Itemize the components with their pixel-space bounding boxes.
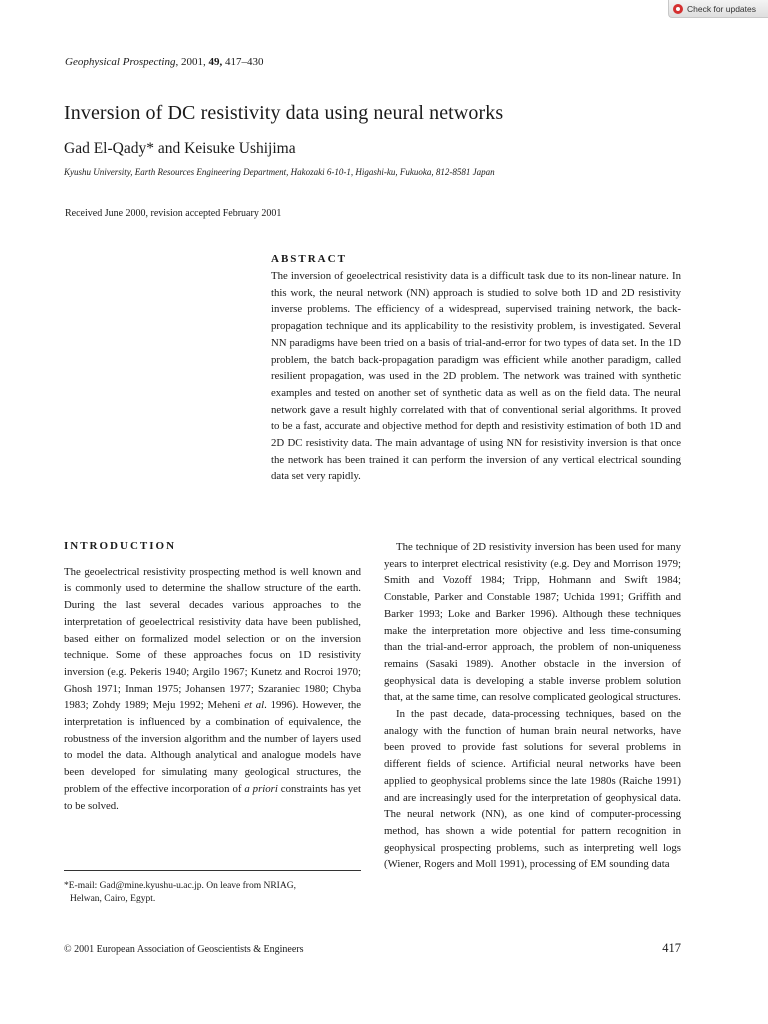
article-title: Inversion of DC resistivity data using neural networks: [64, 102, 504, 124]
authors: Gad El-Qady* and Keisuke Ushijima: [64, 140, 296, 157]
copyright: © 2001 European Association of Geoscientists & Engineers: [64, 944, 304, 955]
footnote: [64, 880, 364, 906]
page-number: 417: [662, 941, 681, 955]
intro-text-b: . 1996). However, the interpretation is influenced by a combination of equivalence, the robustness of the inversion algorithm and the number of layers used to model the data. Although analytical and analogue models have been developed for simulating many geological structures, the problem of the effective incorporation of: [64, 699, 362, 795]
journal-name: Geophysical Prospecting: [65, 56, 176, 68]
intro-etal: et al: [244, 699, 265, 712]
left-column: [64, 538, 361, 814]
abstract-heading: ABSTRACT: [271, 253, 347, 265]
abstract-section: [271, 253, 681, 485]
affiliation: Kyushu University, Earth Resources Engineering Department, Hakozaki 6-10-1, Higashi-ku, Fukuoka, 812-8581 Japan: [64, 167, 495, 177]
footnote-divider: [64, 870, 361, 871]
right-paragraph-2: In the past decade, data-processing techniques, based on the analogy with the function of human brain neural networks, have been proved to provide fast solutions for several problems in different fields of science. Artificial neural networks have been applied to geophysical problems since the late 1980s (Raiche 1991) and are increasingly used for the interpretation of geophysical data. The neural network (NN), as one kind of computer-processing method, has shown a wide potential for pattern recognition in geophysical prospecting problems, such as interpreting well logs (Wiener, Rogers and Moll 1991), processing of EM sounding data: [384, 708, 681, 871]
received-date: Received June 2000, revision accepted February 2001: [65, 208, 282, 219]
intro-text-a: The geoelectrical resistivity prospecting method is well known and is commonly used to determine the shallow structure of the earth. During the last several decades various approaches to the interpretation of geoelectrical resistivity data have been published, based either on formalized model selection or on the inversion technique. Some of these approaches focus on 1D resistivity inversion (e.g. Pekeris 1940; Argilo 1967; Kunetz and Rocroi 1970; Ghosh 1971; Inman 1975; Johansen 1977; Szaraniec 1980; Chyba 1983; Zohdy 1989; Meju 1992; Meheni: [64, 565, 361, 712]
journal-pages: 417–430: [224, 56, 264, 68]
footnote-line-1: *E-mail: Gad@mine.kyushu-u.ac.jp. On leave from NRIAG,: [64, 881, 296, 891]
check-for-updates-button[interactable]: [668, 0, 768, 18]
introduction-paragraph: [64, 564, 361, 815]
intro-text-c: constraints has yet to be solved.: [64, 782, 361, 812]
check-for-updates-label: Check for updates: [687, 3, 756, 14]
journal-volume: 49,: [208, 56, 223, 68]
intro-apriori: a priori: [244, 782, 278, 795]
right-paragraph-1: The technique of 2D resistivity inversion has been used for many years to interpret electrical resistivity (e.g. Dey and Morrison 1979; Smith and Vozoff 1984; Tripp, Hohmann and Swift 1984; Constable, Parker and Constable 1987; Uchida 1991; Griffith and Barker 1993; Loke and Barker 1996). Although these techniques make the interpretation more objective and less time-consuming than the trial-and-error approach, the problem of non-uniqueness remains (Sasaki 1989). Another obstacle in the inversion of geophysical data is developing a stable inverse problem solution that, at the same time, can resolve complicated geological structures.: [384, 541, 681, 704]
footnote-line-2: Helwan, Cairo, Egypt.: [70, 894, 156, 904]
check-for-updates-icon: [673, 4, 683, 14]
abstract-text: The inversion of geoelectrical resistivity data is a difficult task due to its non-linear nature. In this work, the neural network (NN) approach is studied to solve both 1D and 2D resistivity inverse problems. The efficiency of a widespread, supervised training network, the back-propagation technique and its applicability to the resistivity problem, is investigated. Several NN paradigms have been tried on a basis of trial-and-error for two types of data set. In the 1D problem, the batch back-propagation paradigm was efficient while another paradigm, called resilient propagation, was used in the 2D problem. The network was trained with synthetic examples and tested on another set of synthetic data as well as on the field data. The neural network gave a result highly correlated with that of conventional serial algorithms. It proved to be a fast, accurate and objective method for depth and resistivity estimation of both 1D and 2D DC resistivity data. The main advantage of using NN for resistivity inversion is that once the network has been trained it can perform the inversion of any vertical electrical sounding data set very rapidly.: [271, 270, 681, 483]
journal-citation: Geophysical Prospecting, 2001, 49, 417–430: [65, 56, 264, 68]
right-column: [384, 539, 681, 873]
journal-year: 2001,: [180, 56, 206, 68]
introduction-heading: INTRODUCTION: [64, 540, 177, 552]
